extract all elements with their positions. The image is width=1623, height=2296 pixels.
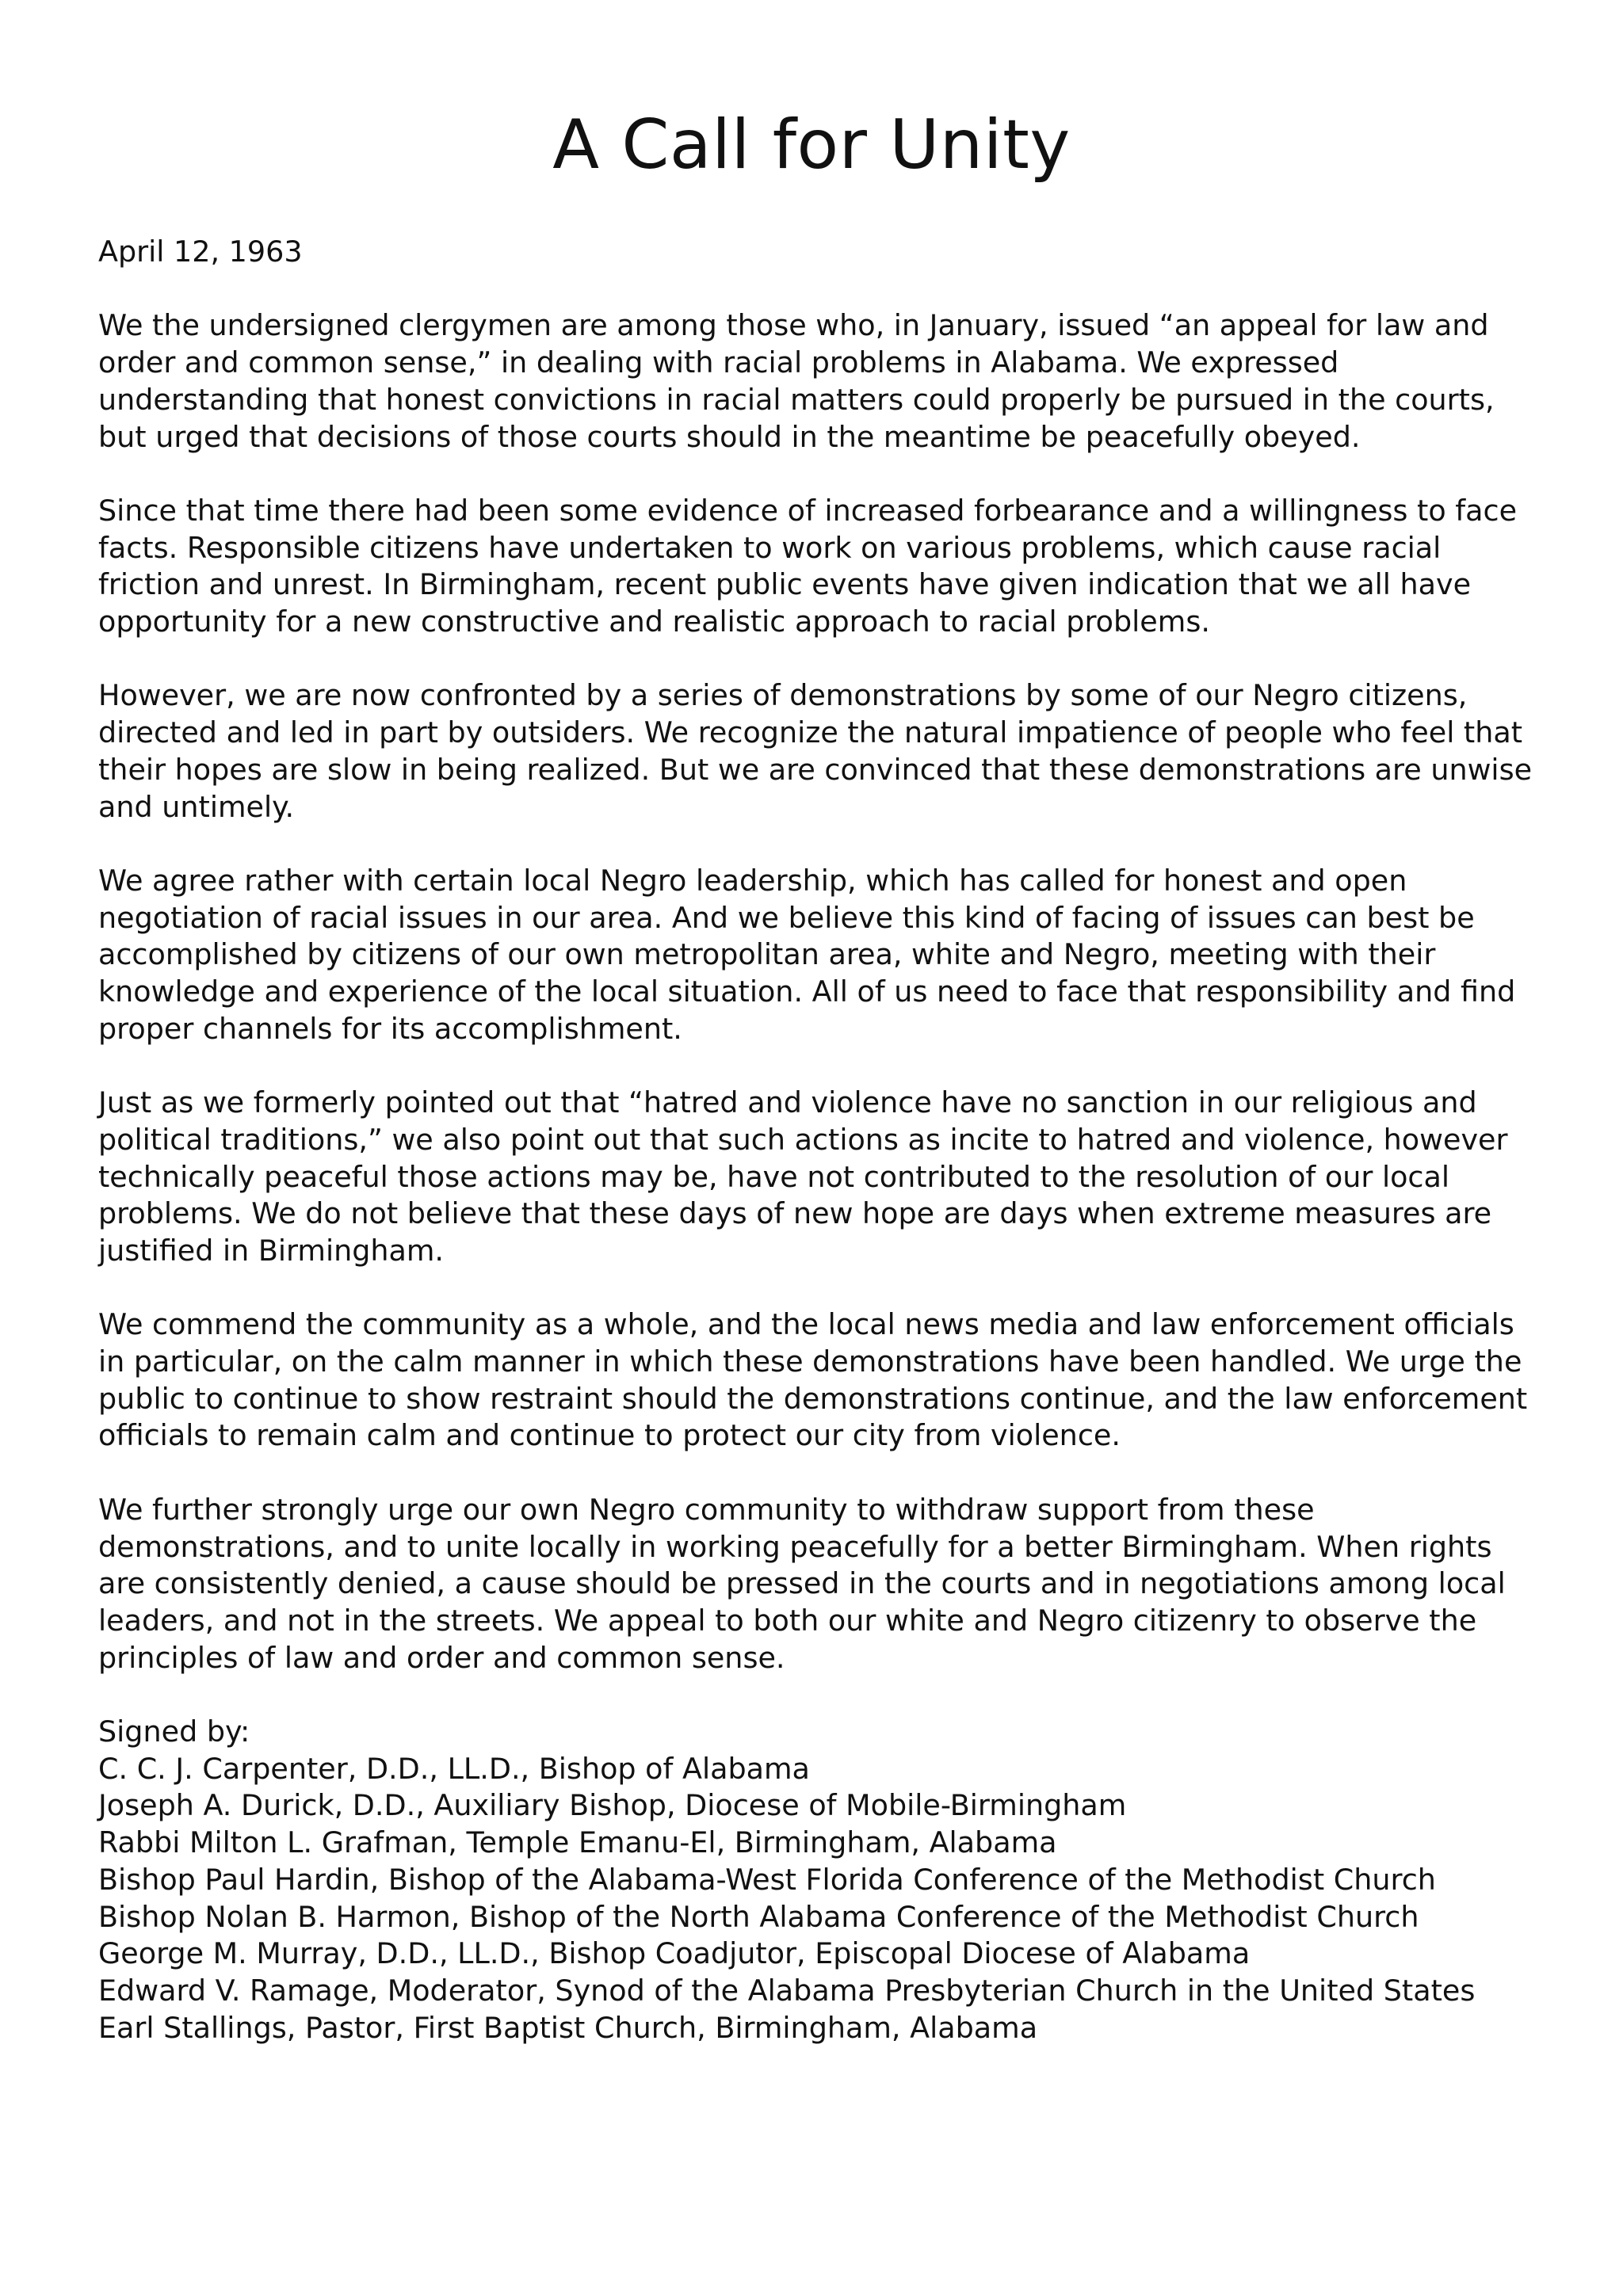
paragraph-7: We further strongly urge our own Negro community to withdraw support from these demonstrations, and to unite locally in working peacefully for a better Birmingham. When rights are consistently denied, a cause should be pressed in the courts and in negotiations among local leaders, and not in the streets. We appeal to both our white and Negro citizenry to observe the principles of law and order and common sense. [98,1492,1506,1675]
signatory-8: Earl Stallings, Pastor, First Baptist Church, Birmingham, Alabama [98,2010,1038,2045]
paragraph-1: We the undersigned clergymen are among those who, in January, issued “an appeal for law and order and common sense,” in dealing with racial problems in Alabama. We expressed understanding that honest convictions in racial matters could properly be pursued in the courts, but urged that decisions of those courts should in the meantime be peacefully obeyed. [98,308,1495,454]
signatory-3: Rabbi Milton L. Grafman, Temple Emanu-El, Birmingham, Alabama [98,1825,1057,1860]
signatory-7: Edward V. Ramage, Moderator, Synod of the Alabama Presbyterian Church in the United States [98,1973,1476,2008]
paragraph-2: Since that time there had been some evidence of increased forbearance and a willingness to face facts. Responsible citizens have undertaken to work on various problems, which cause racial friction and unrest. In Birmingham, recent public events have given indication that we all have opportunity for a new constructive and realistic approach to racial problems. [98,493,1518,639]
paragraph-6: We commend the community as a whole, and the local news media and law enforcement officials in particular, on the calm manner in which these demonstrations have been handled. We urge the public to continue to show restraint should the demonstrations continue, and the law enforcement officials to remain calm and continue to protect our city from violence. [98,1307,1528,1453]
paragraph-5: Just as we formerly pointed out that “hatred and violence have no sanction in our religious and political traditions,” we also point out that such actions as incite to hatred and violence, however technically peaceful those actions may be, have not contributed to the resolution of our local problems. We do not believe that these days of new hope are days when extreme measures are justified in Birmingham. [98,1085,1508,1268]
signatory-2: Joseph A. Durick, D.D., Auxiliary Bishop, Diocese of Mobile-Birmingham [98,1788,1127,1823]
paragraph-4: We agree rather with certain local Negro leadership, which has called for honest and open negotiation of racial issues in our area. And we believe this kind of facing of issues can best be accomplished by citizens of our own metropolitan area, white and Negro, meeting with their knowledge and experience of the local situation. All of us need to face that responsibility and find proper channels for its accomplishment. [98,863,1516,1046]
signatory-4: Bishop Paul Hardin, Bishop of the Alabama-West Florida Conference of the Methodist Church [98,1862,1436,1897]
paragraph-3: However, we are now confronted by a series of demonstrations by some of our Negro citizens, directed and led in part by outsiders. We recognize the natural impatience of people who feel that their hopes are slow in being realized. But we are convinced that these demonstrations are unwise and untimely. [98,678,1533,824]
document-title: A Call for Unity [552,105,1071,185]
signatory-5: Bishop Nolan B. Harmon, Bishop of the North Alabama Conference of the Methodist Church [98,1899,1419,1934]
signed-by-label: Signed by: [98,1714,250,1749]
document-date: April 12, 1963 [98,235,303,269]
signatory-6: George M. Murray, D.D., LL.D., Bishop Coadjutor, Episcopal Diocese of Alabama [98,1936,1251,1971]
document-body [98,234,1541,2046]
signatories-block [98,1714,1541,2046]
signatory-1: C. C. J. Carpenter, D.D., LL.D., Bishop of Alabama [98,1751,810,1786]
